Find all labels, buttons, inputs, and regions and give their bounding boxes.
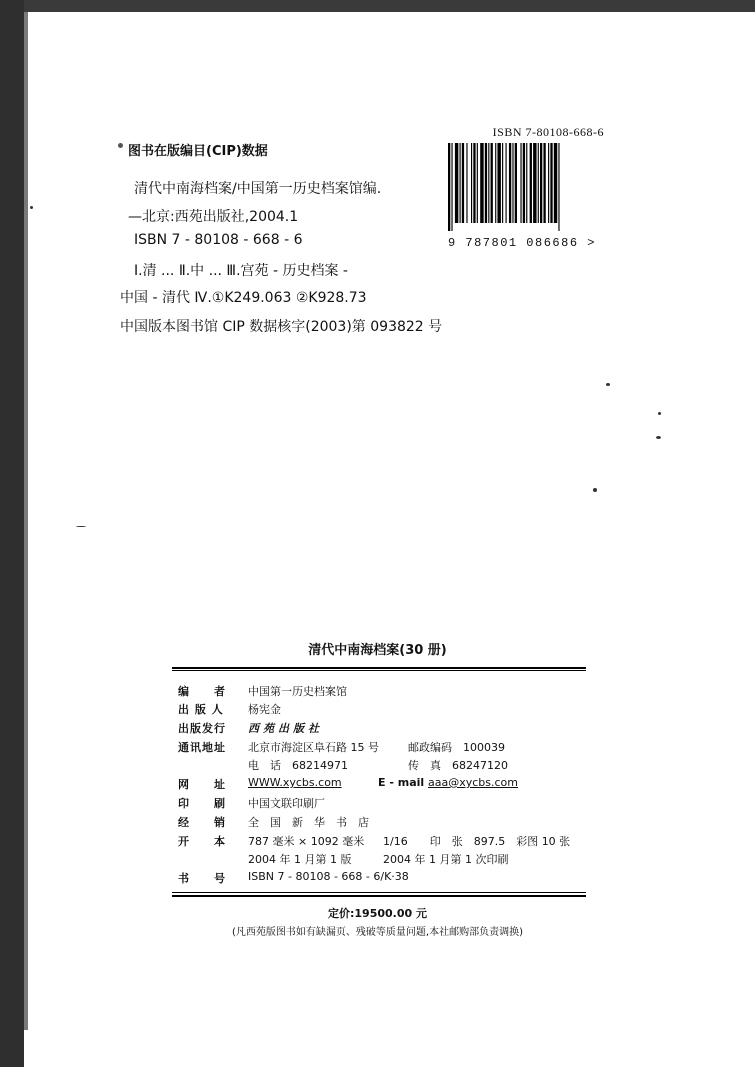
barcode-bar [460, 143, 461, 223]
barcode-digits: 9 787801 086686 > [448, 236, 596, 250]
barcode-bar [491, 143, 493, 223]
barcode-bar [538, 143, 539, 223]
scan-speck [76, 526, 86, 527]
row-value: 电 话 68214971 [248, 759, 348, 772]
barcode-bar [462, 143, 464, 223]
barcode-bar [451, 143, 452, 231]
row-value: 中国第一历史档案馆 [248, 685, 347, 698]
scan-speck [593, 488, 597, 492]
barcode-icon [448, 143, 598, 231]
barcode-bar [526, 143, 527, 223]
scan-speck [658, 412, 661, 415]
scan-speck [30, 206, 33, 209]
email-label: E - mail [378, 776, 425, 789]
row-value: 全 国 新 华 书 店 [248, 816, 369, 829]
barcode-bar [495, 143, 496, 223]
barcode-bar [506, 143, 507, 223]
barcode-bar [520, 143, 521, 223]
divider [172, 895, 586, 897]
row-extra: 邮政编码 100039 [408, 741, 505, 754]
barcode-bar [488, 143, 489, 223]
row-extra: 2004 年 1 月第 1 次印刷 [383, 853, 509, 866]
cip-line: 中国 - 清代 Ⅳ.①K249.063 ②K928.73 [120, 290, 367, 306]
barcode-bar [550, 143, 552, 223]
barcode-bar [558, 143, 559, 231]
scan-speck [606, 383, 610, 386]
barcode-bar [530, 143, 532, 223]
price: 定价:19500.00 元 [328, 907, 427, 920]
scan-border-top [0, 0, 755, 12]
row-label: 网 址 [178, 778, 226, 791]
barcode-bar [540, 143, 542, 223]
row-extra: 传 真 68247120 [408, 759, 508, 772]
divider [172, 667, 586, 669]
row-value: 杨宪金 [248, 703, 281, 716]
cip-block [120, 140, 443, 335]
barcode-bar [448, 143, 450, 231]
barcode-bar [477, 143, 478, 223]
barcode-bar [515, 143, 517, 223]
isbn-barcode [428, 125, 604, 250]
cip-line: ISBN 7 - 80108 - 668 - 6 [134, 232, 303, 248]
cip-line: Ⅰ.清 ... Ⅱ.中 ... Ⅲ.宫苑 - 历史档案 - [134, 263, 348, 279]
row-value: 北京市海淀区阜石路 15 号 [248, 741, 379, 754]
cip-heading: 图书在版编目(CIP)数据 [128, 144, 268, 159]
publisher-logotype: 西苑出版社 [248, 722, 323, 735]
barcode-bar [509, 143, 511, 223]
row-label: 印 刷 [178, 797, 226, 810]
barcode-bar [533, 143, 536, 223]
row-label: 书 号 [178, 872, 226, 885]
scan-speck [656, 436, 661, 439]
email-link[interactable]: aaa@xycbs.com [428, 776, 518, 789]
row-label: 出版发行 [178, 722, 226, 735]
row-label: 通讯地址 [178, 741, 226, 754]
barcode-bar [466, 143, 467, 223]
barcode-bar [554, 143, 557, 223]
barcode-bar [480, 143, 483, 223]
row-label: 经 销 [178, 816, 226, 829]
website-link[interactable]: WWW.xycbs.com [248, 776, 342, 789]
barcode-bar [471, 143, 472, 223]
return-note: (凡西苑版图书如有缺漏页、残破等质量问题,本社邮购部负责调换) [232, 927, 523, 938]
row-value: ISBN 7 - 80108 - 668 - 6/K·38 [248, 870, 409, 883]
barcode-bar [455, 143, 458, 223]
barcode-bar [523, 143, 525, 223]
barcode-bar [543, 143, 545, 223]
barcode-bar [512, 143, 513, 223]
cip-line: —北京:西苑出版社,2004.1 [128, 209, 299, 225]
row-value: 787 毫米 × 1092 毫米 [248, 835, 365, 848]
barcode-bar [473, 143, 475, 223]
cip-line: 中国版本图书馆 CIP 数据核字(2003)第 093822 号 [120, 319, 443, 335]
row-label: 编 者 [178, 685, 226, 698]
barcode-bar [502, 143, 503, 223]
row-extra: 1/16 印 张 897.5 彩图 10 张 [383, 835, 571, 848]
bullet-icon [118, 143, 123, 148]
row-value: 中国文联印刷厂 [248, 797, 325, 810]
row-value: 2004 年 1 月第 1 版 [248, 853, 352, 866]
barcode-bar [485, 143, 487, 223]
row-label: 开 本 [178, 835, 226, 848]
divider [172, 670, 586, 671]
book-title: 清代中南海档案(30 册) [308, 643, 447, 658]
divider [172, 892, 586, 893]
row-label: 出 版 人 [178, 703, 224, 716]
isbn-label: ISBN 7-80108-668-6 [492, 125, 604, 139]
barcode-bar [548, 143, 549, 223]
barcode-bar [497, 143, 500, 223]
cip-line: 清代中南海档案/中国第一历史档案馆编. [134, 181, 382, 197]
